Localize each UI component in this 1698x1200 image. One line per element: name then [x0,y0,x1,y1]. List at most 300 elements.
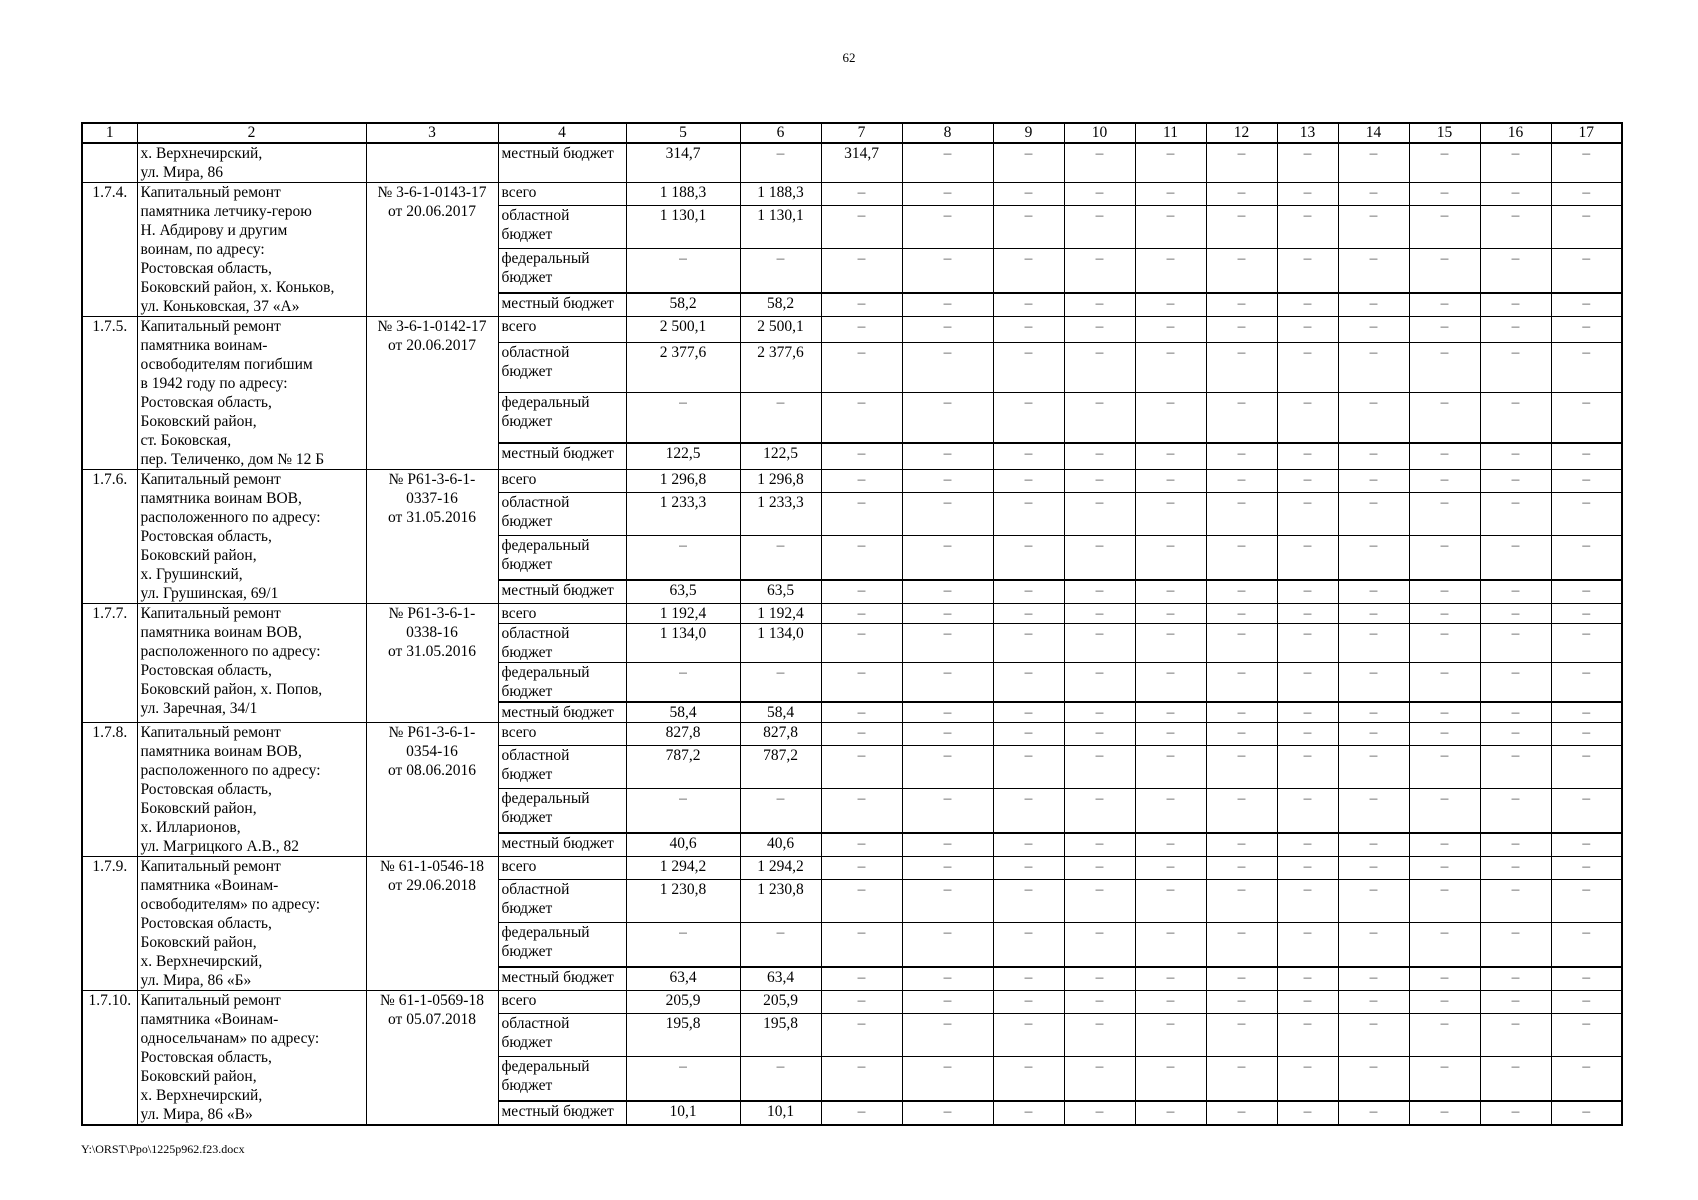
table-row [82,991,1622,1014]
amount-cell: – [1206,923,1277,967]
amount-cell: 314,7 [821,143,902,183]
amount-cell: – [993,293,1064,316]
funding-source: областной бюджет [498,745,626,789]
amount-cell: – [902,991,993,1014]
amount-cell: – [902,624,993,663]
amount-cell: – [902,580,993,603]
amount-cell: – [1206,1101,1277,1125]
funding-source: местный бюджет [498,1101,626,1125]
object-description: Капитальный ремонт памятника летчику-герою Н. Абдирову и другим воинам, по адресу: Ростовская область, Боковский район, х. Коньков, ул. Коньковская, 37 «А» [137,183,366,317]
amount-cell: – [1338,293,1409,316]
amount-cell: – [821,536,902,580]
amount-cell: – [821,317,902,343]
column-number-header: 3 [366,123,498,143]
amount-cell: – [1064,991,1135,1014]
column-number-header: 9 [993,123,1064,143]
amount-cell: – [993,580,1064,603]
amount-cell: 1 294,2 [740,857,821,880]
amount-cell: – [821,392,902,443]
amount-cell: – [821,702,902,723]
amount-cell: – [821,723,902,746]
funding-source: федеральный бюджет [498,392,626,443]
amount-cell: – [1551,317,1622,343]
amount-cell: – [1551,723,1622,746]
item-number: 1.7.9. [82,857,137,991]
amount-cell: – [1064,745,1135,789]
amount-cell: 195,8 [626,1013,740,1057]
amount-cell: – [1135,624,1206,663]
object-description: Капитальный ремонт памятника воинам ВОВ, расположенного по адресу: Ростовская область, Боковский район, х. Илларионов, ул. Магрицкого А.В., 82 [137,723,366,857]
amount-cell: – [1206,702,1277,723]
item-number: 1.7.4. [82,183,137,317]
amount-cell: – [1551,967,1622,990]
item-number: 1.7.5. [82,317,137,470]
amount-cell: – [1551,991,1622,1014]
expertise-document: № Р61-3-6-1- 0354-16 от 08.06.2016 [366,723,498,857]
amount-cell: – [740,663,821,703]
column-number-row [82,123,1622,143]
amount-cell: – [821,580,902,603]
amount-cell: – [1551,789,1622,833]
amount-cell: – [1338,580,1409,603]
amount-cell: – [1338,492,1409,536]
amount-cell: – [1480,317,1551,343]
amount-cell: – [993,249,1064,293]
amount-cell: – [1338,789,1409,833]
amount-cell: – [1338,1101,1409,1125]
amount-cell: – [1277,205,1338,249]
amount-cell: – [993,789,1064,833]
amount-cell: – [1206,789,1277,833]
amount-cell: – [1480,789,1551,833]
amount-cell: – [1409,183,1480,206]
column-number-header: 17 [1551,123,1622,143]
expertise-document [366,143,498,183]
amount-cell: 63,5 [626,580,740,603]
amount-cell: – [1480,249,1551,293]
amount-cell: – [1064,205,1135,249]
amount-cell: – [1277,342,1338,392]
amount-cell: – [740,536,821,580]
amount-cell: – [1206,833,1277,856]
object-description: Капитальный ремонт памятника воинам- освободителям погибшим в 1942 году по адресу: Ростовская область, Боковский район, ст. Боковская, пер. Теличенко, дом № 12 Б [137,317,366,470]
amount-cell: – [1206,991,1277,1014]
amount-cell: – [1480,205,1551,249]
amount-cell: – [1551,293,1622,316]
amount-cell: 63,4 [740,967,821,990]
item-number: 1.7.10. [82,991,137,1126]
amount-cell: – [1277,723,1338,746]
column-number-header: 5 [626,123,740,143]
amount-cell: – [1277,833,1338,856]
table-row [82,470,1622,493]
amount-cell: – [1277,624,1338,663]
funding-source: всего [498,723,626,746]
amount-cell: – [902,723,993,746]
amount-cell: – [1409,833,1480,856]
funding-source: областной бюджет [498,1013,626,1057]
funding-source: местный бюджет [498,967,626,990]
amount-cell: – [1551,745,1622,789]
amount-cell: – [1338,392,1409,443]
amount-cell: – [1338,1057,1409,1101]
funding-source: местный бюджет [498,702,626,723]
amount-cell: – [1480,833,1551,856]
amount-cell: – [1277,967,1338,990]
amount-cell: 2 377,6 [626,342,740,392]
amount-cell: – [993,624,1064,663]
amount-cell: – [993,967,1064,990]
amount-cell: 1 296,8 [626,470,740,493]
amount-cell: – [626,663,740,703]
amount-cell: – [740,923,821,967]
funding-source: местный бюджет [498,833,626,856]
amount-cell: – [821,470,902,493]
amount-cell: – [993,833,1064,856]
amount-cell: – [1551,492,1622,536]
amount-cell: – [1338,205,1409,249]
amount-cell: – [1551,604,1622,624]
amount-cell: – [1064,492,1135,536]
amount-cell: – [1338,249,1409,293]
amount-cell: 205,9 [626,991,740,1014]
item-number: 1.7.8. [82,723,137,857]
amount-cell: – [1206,470,1277,493]
object-description: Капитальный ремонт памятника воинам ВОВ, расположенного по адресу: Ростовская область, Боковский район, х. Грушинский, ул. Грушинская, 69/1 [137,470,366,604]
amount-cell: – [1064,392,1135,443]
item-number: 1.7.7. [82,604,137,723]
amount-cell: – [1551,857,1622,880]
amount-cell: – [1551,143,1622,183]
amount-cell: – [1480,723,1551,746]
amount-cell: – [993,392,1064,443]
amount-cell: – [821,249,902,293]
amount-cell: – [1064,342,1135,392]
amount-cell: – [1409,879,1480,923]
amount-cell: – [1338,857,1409,880]
amount-cell: – [1064,833,1135,856]
amount-cell: – [1338,143,1409,183]
amount-cell: – [1206,745,1277,789]
amount-cell: – [1409,443,1480,469]
amount-cell: – [1277,1013,1338,1057]
amount-cell: – [1409,745,1480,789]
funding-source: местный бюджет [498,143,626,183]
amount-cell: – [1064,663,1135,703]
amount-cell: – [1409,967,1480,990]
amount-cell: – [821,443,902,469]
amount-cell: – [1206,723,1277,746]
column-number-header: 10 [1064,123,1135,143]
amount-cell: – [821,342,902,392]
amount-cell: – [821,833,902,856]
amount-cell: – [902,879,993,923]
amount-cell: – [993,991,1064,1014]
amount-cell: – [1206,342,1277,392]
amount-cell: – [1277,991,1338,1014]
amount-cell: – [740,1057,821,1101]
amount-cell: – [821,745,902,789]
amount-cell: – [902,205,993,249]
amount-cell: – [1135,143,1206,183]
amount-cell: 1 134,0 [740,624,821,663]
amount-cell: – [1338,604,1409,624]
amount-cell: – [1277,879,1338,923]
amount-cell: – [626,392,740,443]
amount-cell: – [1409,342,1480,392]
amount-cell: – [1206,967,1277,990]
amount-cell: – [1277,745,1338,789]
item-number [82,143,137,183]
amount-cell: – [1277,249,1338,293]
amount-cell: – [1135,293,1206,316]
amount-cell: – [1206,293,1277,316]
amount-cell: – [993,205,1064,249]
amount-cell: – [1551,580,1622,603]
amount-cell: – [1551,1101,1622,1125]
amount-cell: – [1277,392,1338,443]
amount-cell: 787,2 [740,745,821,789]
amount-cell: – [1206,879,1277,923]
amount-cell: – [1480,392,1551,443]
amount-cell: – [1480,745,1551,789]
amount-cell: – [1409,604,1480,624]
funding-source: всего [498,317,626,343]
amount-cell: – [1277,663,1338,703]
amount-cell: – [993,879,1064,923]
amount-cell: – [1135,317,1206,343]
amount-cell: – [1409,1057,1480,1101]
amount-cell: – [993,183,1064,206]
amount-cell: – [1409,702,1480,723]
amount-cell: – [626,1057,740,1101]
amount-cell: – [1277,443,1338,469]
amount-cell: – [1480,663,1551,703]
amount-cell: – [1480,580,1551,603]
amount-cell: 1 188,3 [626,183,740,206]
column-number-header: 14 [1338,123,1409,143]
amount-cell: – [1480,857,1551,880]
amount-cell: – [1409,249,1480,293]
amount-cell: – [1480,1013,1551,1057]
amount-cell: 10,1 [626,1101,740,1125]
amount-cell: – [1206,143,1277,183]
amount-cell: 827,8 [740,723,821,746]
amount-cell: – [1135,789,1206,833]
amount-cell: – [902,317,993,343]
amount-cell: – [1551,833,1622,856]
amount-cell: – [1064,967,1135,990]
amount-cell: – [821,789,902,833]
amount-cell: – [1064,1101,1135,1125]
funding-source: всего [498,183,626,206]
amount-cell: 205,9 [740,991,821,1014]
expertise-document: № 3-6-1-0143-17 от 20.06.2017 [366,183,498,317]
amount-cell: – [821,183,902,206]
amount-cell: – [1135,604,1206,624]
column-number-header: 12 [1206,123,1277,143]
amount-cell: – [1206,317,1277,343]
amount-cell: – [1135,663,1206,703]
funding-source: местный бюджет [498,443,626,469]
amount-cell: 122,5 [740,443,821,469]
amount-cell: – [1277,604,1338,624]
amount-cell: – [1206,392,1277,443]
amount-cell: – [1135,857,1206,880]
amount-cell: – [1409,723,1480,746]
column-number-header: 11 [1135,123,1206,143]
amount-cell: – [902,293,993,316]
amount-cell: – [1480,923,1551,967]
column-number-header: 1 [82,123,137,143]
amount-cell: 1 188,3 [740,183,821,206]
amount-cell: – [1277,143,1338,183]
amount-cell: 1 192,4 [626,604,740,624]
amount-cell: – [902,392,993,443]
amount-cell: – [1551,536,1622,580]
amount-cell: – [821,604,902,624]
amount-cell: – [1206,663,1277,703]
amount-cell: 1 230,8 [740,879,821,923]
amount-cell: – [1064,580,1135,603]
amount-cell: 58,4 [626,702,740,723]
amount-cell: – [1409,536,1480,580]
amount-cell: – [993,317,1064,343]
amount-cell: – [1135,470,1206,493]
amount-cell: – [1206,604,1277,624]
page-number: 62 [842,50,856,65]
amount-cell: – [993,1057,1064,1101]
amount-cell: 63,4 [626,967,740,990]
amount-cell: – [902,789,993,833]
amount-cell: – [902,443,993,469]
funding-source: областной бюджет [498,492,626,536]
amount-cell: – [821,1013,902,1057]
amount-cell: – [821,879,902,923]
amount-cell: – [1277,536,1338,580]
table-row [82,143,1622,183]
column-number-header: 16 [1480,123,1551,143]
amount-cell: 1 296,8 [740,470,821,493]
amount-cell: – [1409,857,1480,880]
amount-cell: – [1338,1013,1409,1057]
amount-cell: – [1409,789,1480,833]
table-row [82,183,1622,206]
amount-cell: – [1409,624,1480,663]
amount-cell: – [1135,183,1206,206]
amount-cell: – [740,392,821,443]
amount-cell: – [1338,723,1409,746]
amount-cell: – [1064,1013,1135,1057]
amount-cell: – [1206,205,1277,249]
amount-cell: – [1064,923,1135,967]
amount-cell: – [993,536,1064,580]
amount-cell: – [1135,702,1206,723]
amount-cell: – [1064,624,1135,663]
funding-source: всего [498,470,626,493]
amount-cell: – [1338,536,1409,580]
amount-cell: – [1551,392,1622,443]
amount-cell: – [1135,879,1206,923]
amount-cell: – [1409,143,1480,183]
amount-cell: 40,6 [626,833,740,856]
amount-cell: 1 233,3 [626,492,740,536]
amount-cell: – [1135,205,1206,249]
table-row [82,604,1622,624]
amount-cell: – [1480,702,1551,723]
amount-cell: – [1277,1057,1338,1101]
amount-cell: – [1480,342,1551,392]
amount-cell: – [1277,702,1338,723]
amount-cell: – [1551,624,1622,663]
amount-cell: – [1338,991,1409,1014]
amount-cell: – [902,492,993,536]
amount-cell: – [993,702,1064,723]
amount-cell: – [1277,317,1338,343]
amount-cell: – [821,492,902,536]
funding-source: областной бюджет [498,205,626,249]
amount-cell: – [1064,1057,1135,1101]
amount-cell: – [1135,249,1206,293]
amount-cell: 10,1 [740,1101,821,1125]
amount-cell: – [1409,580,1480,603]
amount-cell: – [1551,205,1622,249]
amount-cell: – [902,342,993,392]
column-number-header: 8 [902,123,993,143]
funding-source: федеральный бюджет [498,663,626,703]
amount-cell: – [1135,723,1206,746]
amount-cell: – [902,143,993,183]
column-number-header: 4 [498,123,626,143]
expertise-document: № 61-1-0569-18 от 05.07.2018 [366,991,498,1126]
table-row [82,723,1622,746]
amount-cell: – [1277,1101,1338,1125]
amount-cell: 40,6 [740,833,821,856]
amount-cell: – [902,183,993,206]
amount-cell: – [821,1057,902,1101]
amount-cell: – [1551,1013,1622,1057]
amount-cell: – [902,1101,993,1125]
amount-cell: – [993,857,1064,880]
item-number: 1.7.6. [82,470,137,604]
amount-cell: – [1409,317,1480,343]
expertise-document: № 3-6-1-0142-17 от 20.06.2017 [366,317,498,470]
amount-cell: – [1064,879,1135,923]
amount-cell: – [1409,991,1480,1014]
amount-cell: – [1409,492,1480,536]
amount-cell: – [1551,923,1622,967]
amount-cell: – [1338,342,1409,392]
funding-source: местный бюджет [498,293,626,316]
amount-cell: – [902,833,993,856]
amount-cell: – [1064,857,1135,880]
amount-cell: – [902,702,993,723]
amount-cell: – [1551,470,1622,493]
amount-cell: – [1480,293,1551,316]
amount-cell: – [1206,443,1277,469]
amount-cell: – [1206,624,1277,663]
amount-cell: – [821,293,902,316]
amount-cell: – [1277,492,1338,536]
amount-cell: – [1135,536,1206,580]
amount-cell: – [993,1013,1064,1057]
amount-cell: – [821,1101,902,1125]
amount-cell: 787,2 [626,745,740,789]
amount-cell: – [1064,143,1135,183]
amount-cell: – [902,536,993,580]
amount-cell: 58,4 [740,702,821,723]
object-description: Капитальный ремонт памятника «Воинам- освободителям» по адресу: Ростовская область, Боковский район, х. Верхнечирский, ул. Мира, 86 «Б» [137,857,366,991]
